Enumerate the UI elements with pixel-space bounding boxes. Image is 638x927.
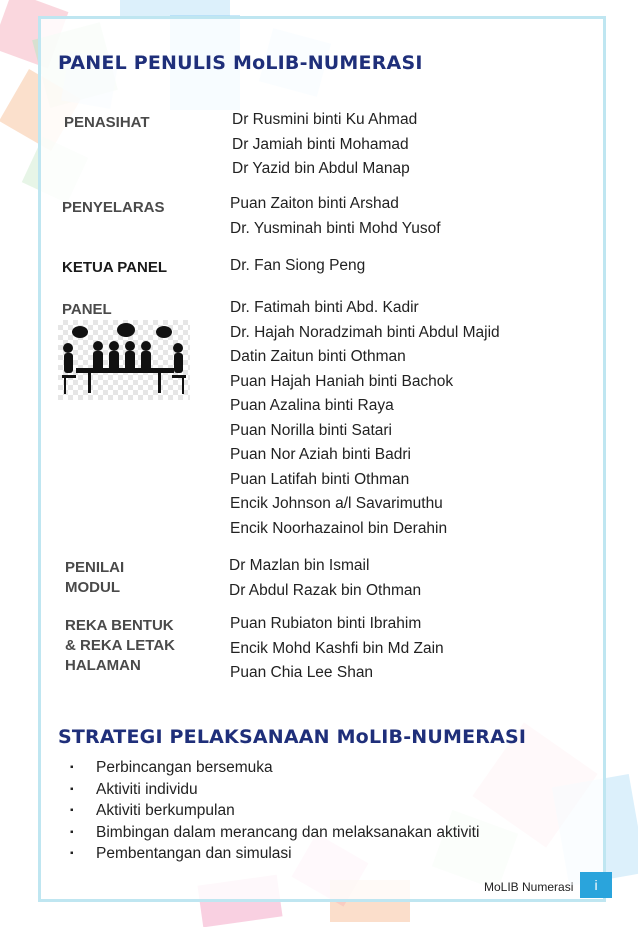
name-item: Dr. Yusminah binti Mohd Yusof <box>230 219 441 237</box>
name-item: Puan Norilla binti Satari <box>230 421 392 439</box>
name-item: Puan Chia Lee Shan <box>230 664 374 681</box>
section-label-reka-bentuk <box>65 616 175 676</box>
list-item: ▪ Aktiviti individu <box>70 779 479 801</box>
name-item: Dr Jamiah binti Mohamad <box>232 135 409 153</box>
name-item: Encik Mohd Kashfi bin Md Zain <box>230 639 444 657</box>
name-item: Puan Rubiaton binti Ibrahim <box>230 615 422 632</box>
page-number: i <box>580 872 612 898</box>
label-line: REKA BENTUK <box>65 617 174 634</box>
name-item: Puan Nor Aziah binti Badri <box>230 446 411 463</box>
footer-label: MoLIB Numerasi <box>484 880 574 894</box>
section-label-penilai-modul <box>65 558 124 598</box>
name-item: Dr Mazlan bin Ismail <box>229 557 370 574</box>
section-label-penasihat: PENASIHAT <box>64 114 150 131</box>
name-item: Dr Abdul Razak bin Othman <box>229 581 422 599</box>
strategy-title: STRATEGI PELAKSANAAN MoLIB-NUMERASI <box>58 726 527 748</box>
meeting-illustration <box>58 320 190 400</box>
strategy-list <box>70 757 479 865</box>
names-penyelaras <box>230 192 441 241</box>
name-item: Puan Zaiton binti Arshad <box>230 195 399 212</box>
list-item: ▪ Aktiviti berkumpulan <box>70 800 479 822</box>
bullet-icon: ▪ <box>70 783 74 795</box>
name-item: Dr. Fatimah binti Abd. Kadir <box>230 299 419 316</box>
name-item: Dr. Fan Siong Peng <box>230 257 366 274</box>
names-penilai-modul <box>229 554 421 603</box>
list-item: ▪ Pembentangan dan simulasi <box>70 843 479 865</box>
names-reka-bentuk <box>230 612 444 686</box>
section-label-panel: PANEL <box>62 301 112 318</box>
names-penasihat <box>232 108 417 182</box>
bullet-icon: ▪ <box>70 805 74 816</box>
names-panel <box>230 296 500 541</box>
list-item: ▪ Perbincangan bersemuka <box>70 757 479 779</box>
name-item: Encik Johnson a/l Savarimuthu <box>230 495 443 512</box>
section-label-penyelaras: PENYELARAS <box>62 199 165 216</box>
label-line: MODUL <box>65 579 120 596</box>
name-item: Puan Latifah binti Othman <box>230 470 410 488</box>
names-ketua-panel <box>230 254 365 279</box>
meeting-people-icon <box>58 320 190 400</box>
list-item: ▪ Bimbingan dalam merancang dan melaksanakan aktiviti <box>70 822 479 844</box>
name-item: Puan Azalina binti Raya <box>230 397 394 414</box>
label-line: HALAMAN <box>65 657 141 674</box>
name-item: Dr. Hajah Noradzimah binti Abdul Majid <box>230 323 500 341</box>
name-item: Dr Yazid bin Abdul Manap <box>232 160 410 177</box>
panel-title: PANEL PENULIS MoLIB-NUMERASI <box>58 52 423 74</box>
bullet-icon: ▪ <box>70 826 74 838</box>
label-line: & REKA LETAK <box>65 637 175 654</box>
section-label-ketua-panel: KETUA PANEL <box>62 259 167 276</box>
name-item: Datin Zaitun binti Othman <box>230 348 406 365</box>
name-item: Puan Hajah Haniah binti Bachok <box>230 372 454 390</box>
bullet-icon: ▪ <box>70 762 74 773</box>
bullet-icon: ▪ <box>70 848 74 859</box>
name-item: Encik Noorhazainol bin Derahin <box>230 519 448 537</box>
label-line: PENILAI <box>65 559 125 576</box>
name-item: Dr Rusmini binti Ku Ahmad <box>232 111 418 128</box>
